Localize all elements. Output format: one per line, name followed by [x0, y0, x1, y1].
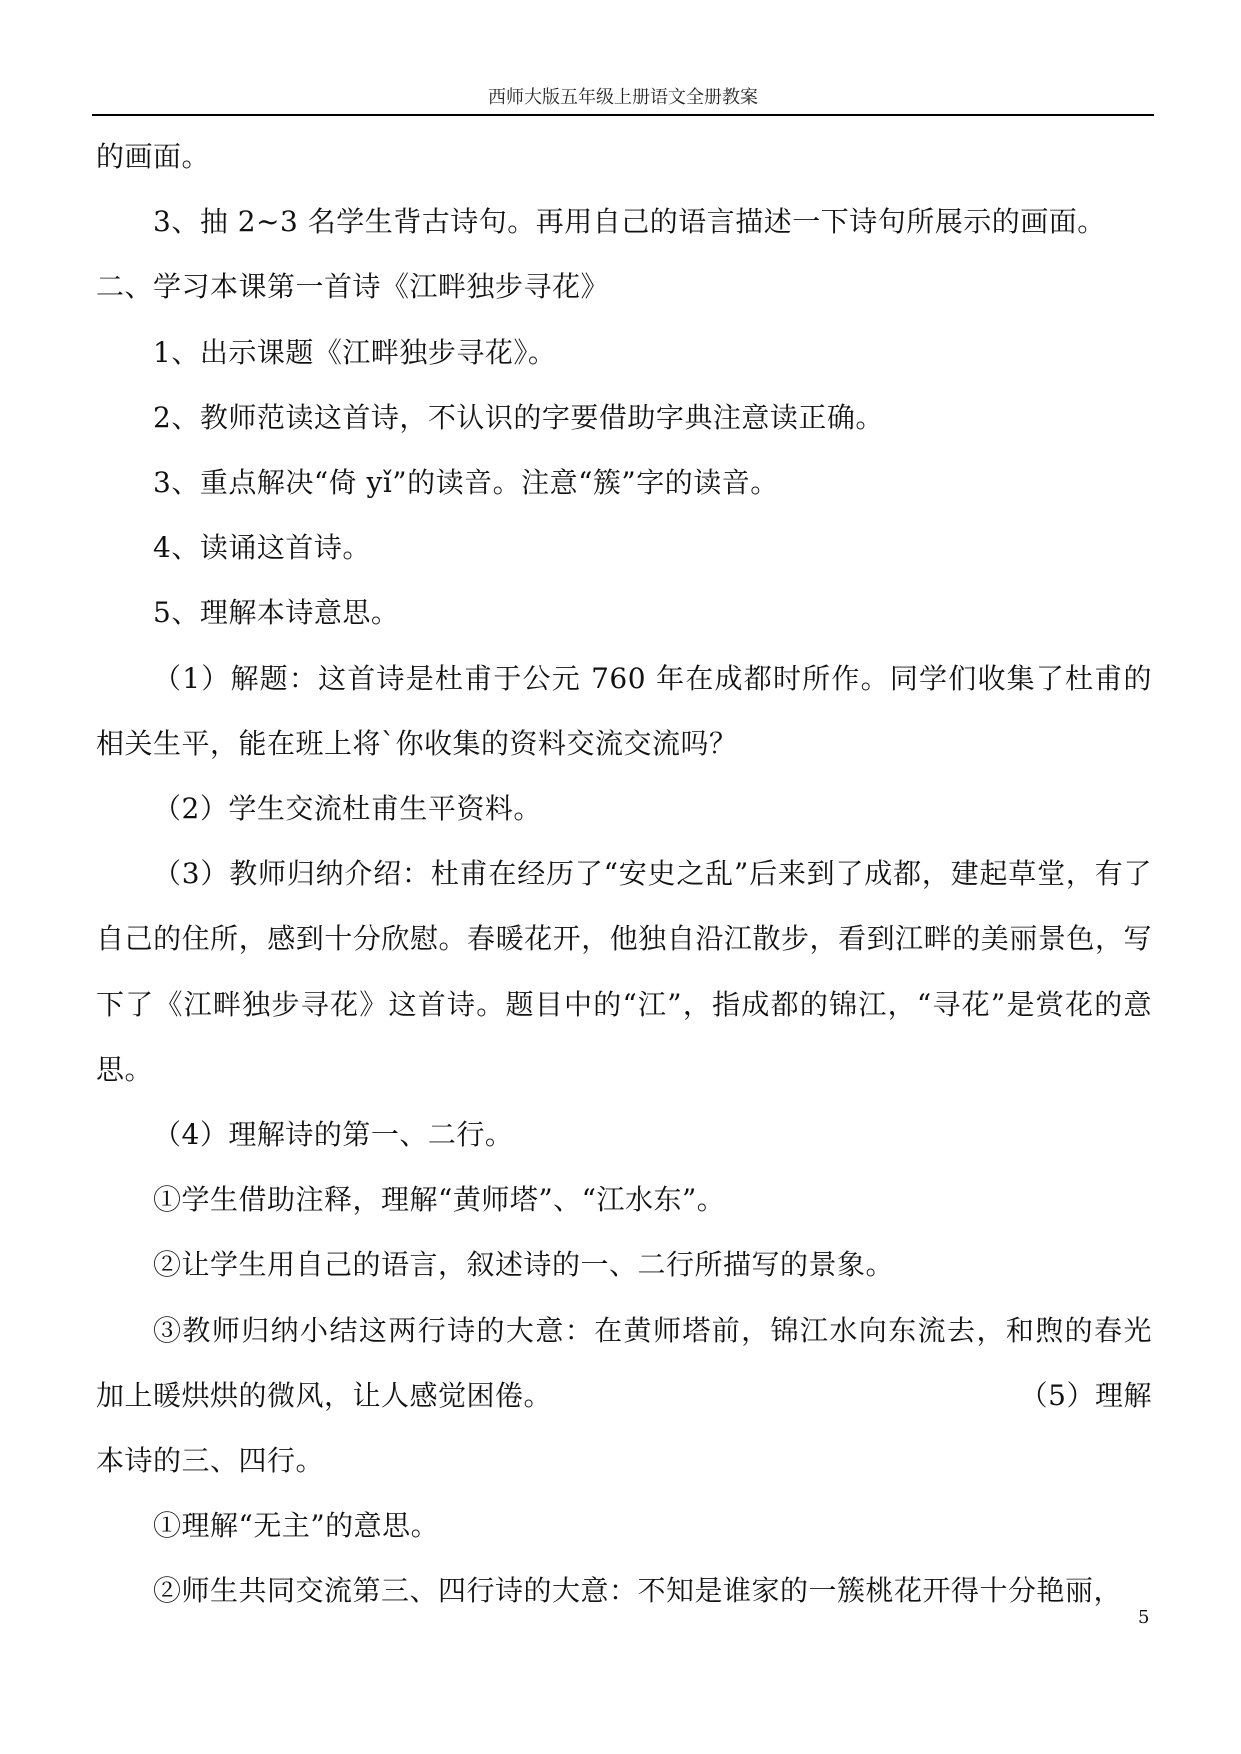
- paragraph: 3、重点解决“倚 yǐ”的读音。注意“簇”字的读音。: [153, 466, 779, 500]
- section-heading: 二、学习本课第一首诗《江畔独步寻花》: [96, 270, 610, 304]
- paragraph: 2、教师范读这首诗，不认识的字要借助字典注意读正确。: [153, 400, 884, 434]
- paragraph-fragment: （5）理解: [1019, 1378, 1152, 1412]
- paragraph: （2）学生交流杜甫生平资料。: [153, 792, 542, 826]
- paragraph: ②师生共同交流第三、四行诗的大意：不知是谁家的一簇桃花开得十分艳丽，: [153, 1574, 1123, 1608]
- header-divider: [92, 114, 1154, 116]
- paragraph: 本诗的三、四行。: [96, 1444, 325, 1478]
- paragraph: （3）教师归纳介绍：杜甫在经历了“安史之乱”后来到了成都，建起草堂，有了自己的住所，感到十分欣慰。春暖花开，他独自沿江散步，看到江畔的美丽景色，写下了《江畔独步寻花》这首诗。题目中的“江”，指成都的锦江，“寻花”是赏花的意思。: [96, 857, 1152, 1086]
- paragraph: 3、抽 2~3 名学生背古诗句。再用自己的语言描述一下诗句所展示的画面。: [153, 205, 1106, 239]
- paragraph-fragment: 加上暖烘烘的微风，让人感觉困倦。: [96, 1378, 553, 1412]
- paragraph: ③教师归纳小结这两行诗的大意：在黄师塔前，锦江水向东流去，和煦的春光: [153, 1313, 1152, 1347]
- paragraph: 5、理解本诗意思。: [153, 596, 400, 630]
- paragraph: （4）理解诗的第一、二行。: [153, 1118, 514, 1152]
- paragraph: ②让学生用自己的语言，叙述诗的一、二行所描写的景象。: [153, 1248, 895, 1282]
- paragraph: ①理解“无主”的意思。: [153, 1509, 440, 1543]
- paragraph: 4、读诵这首诗。: [153, 531, 371, 565]
- paragraph: 1、出示课题《江畔独步寻花》。: [153, 335, 557, 369]
- page-number: 5: [1138, 1607, 1150, 1628]
- document-body: [96, 124, 1152, 1624]
- paragraph: （1）解题：这首诗是杜甫于公元 760 年在成都时所作。同学们收集了杜甫的相关生平，能在班上将`你收集的资料交流交流吗？: [96, 661, 1152, 760]
- paragraph-line: [96, 1363, 1152, 1428]
- paragraph: ①学生借助注释，理解“黄师塔”、“江水东”。: [153, 1183, 726, 1217]
- page-header: 西师大版五年级上册语文全册教案: [488, 87, 758, 108]
- paragraph: 的画面。: [96, 140, 211, 173]
